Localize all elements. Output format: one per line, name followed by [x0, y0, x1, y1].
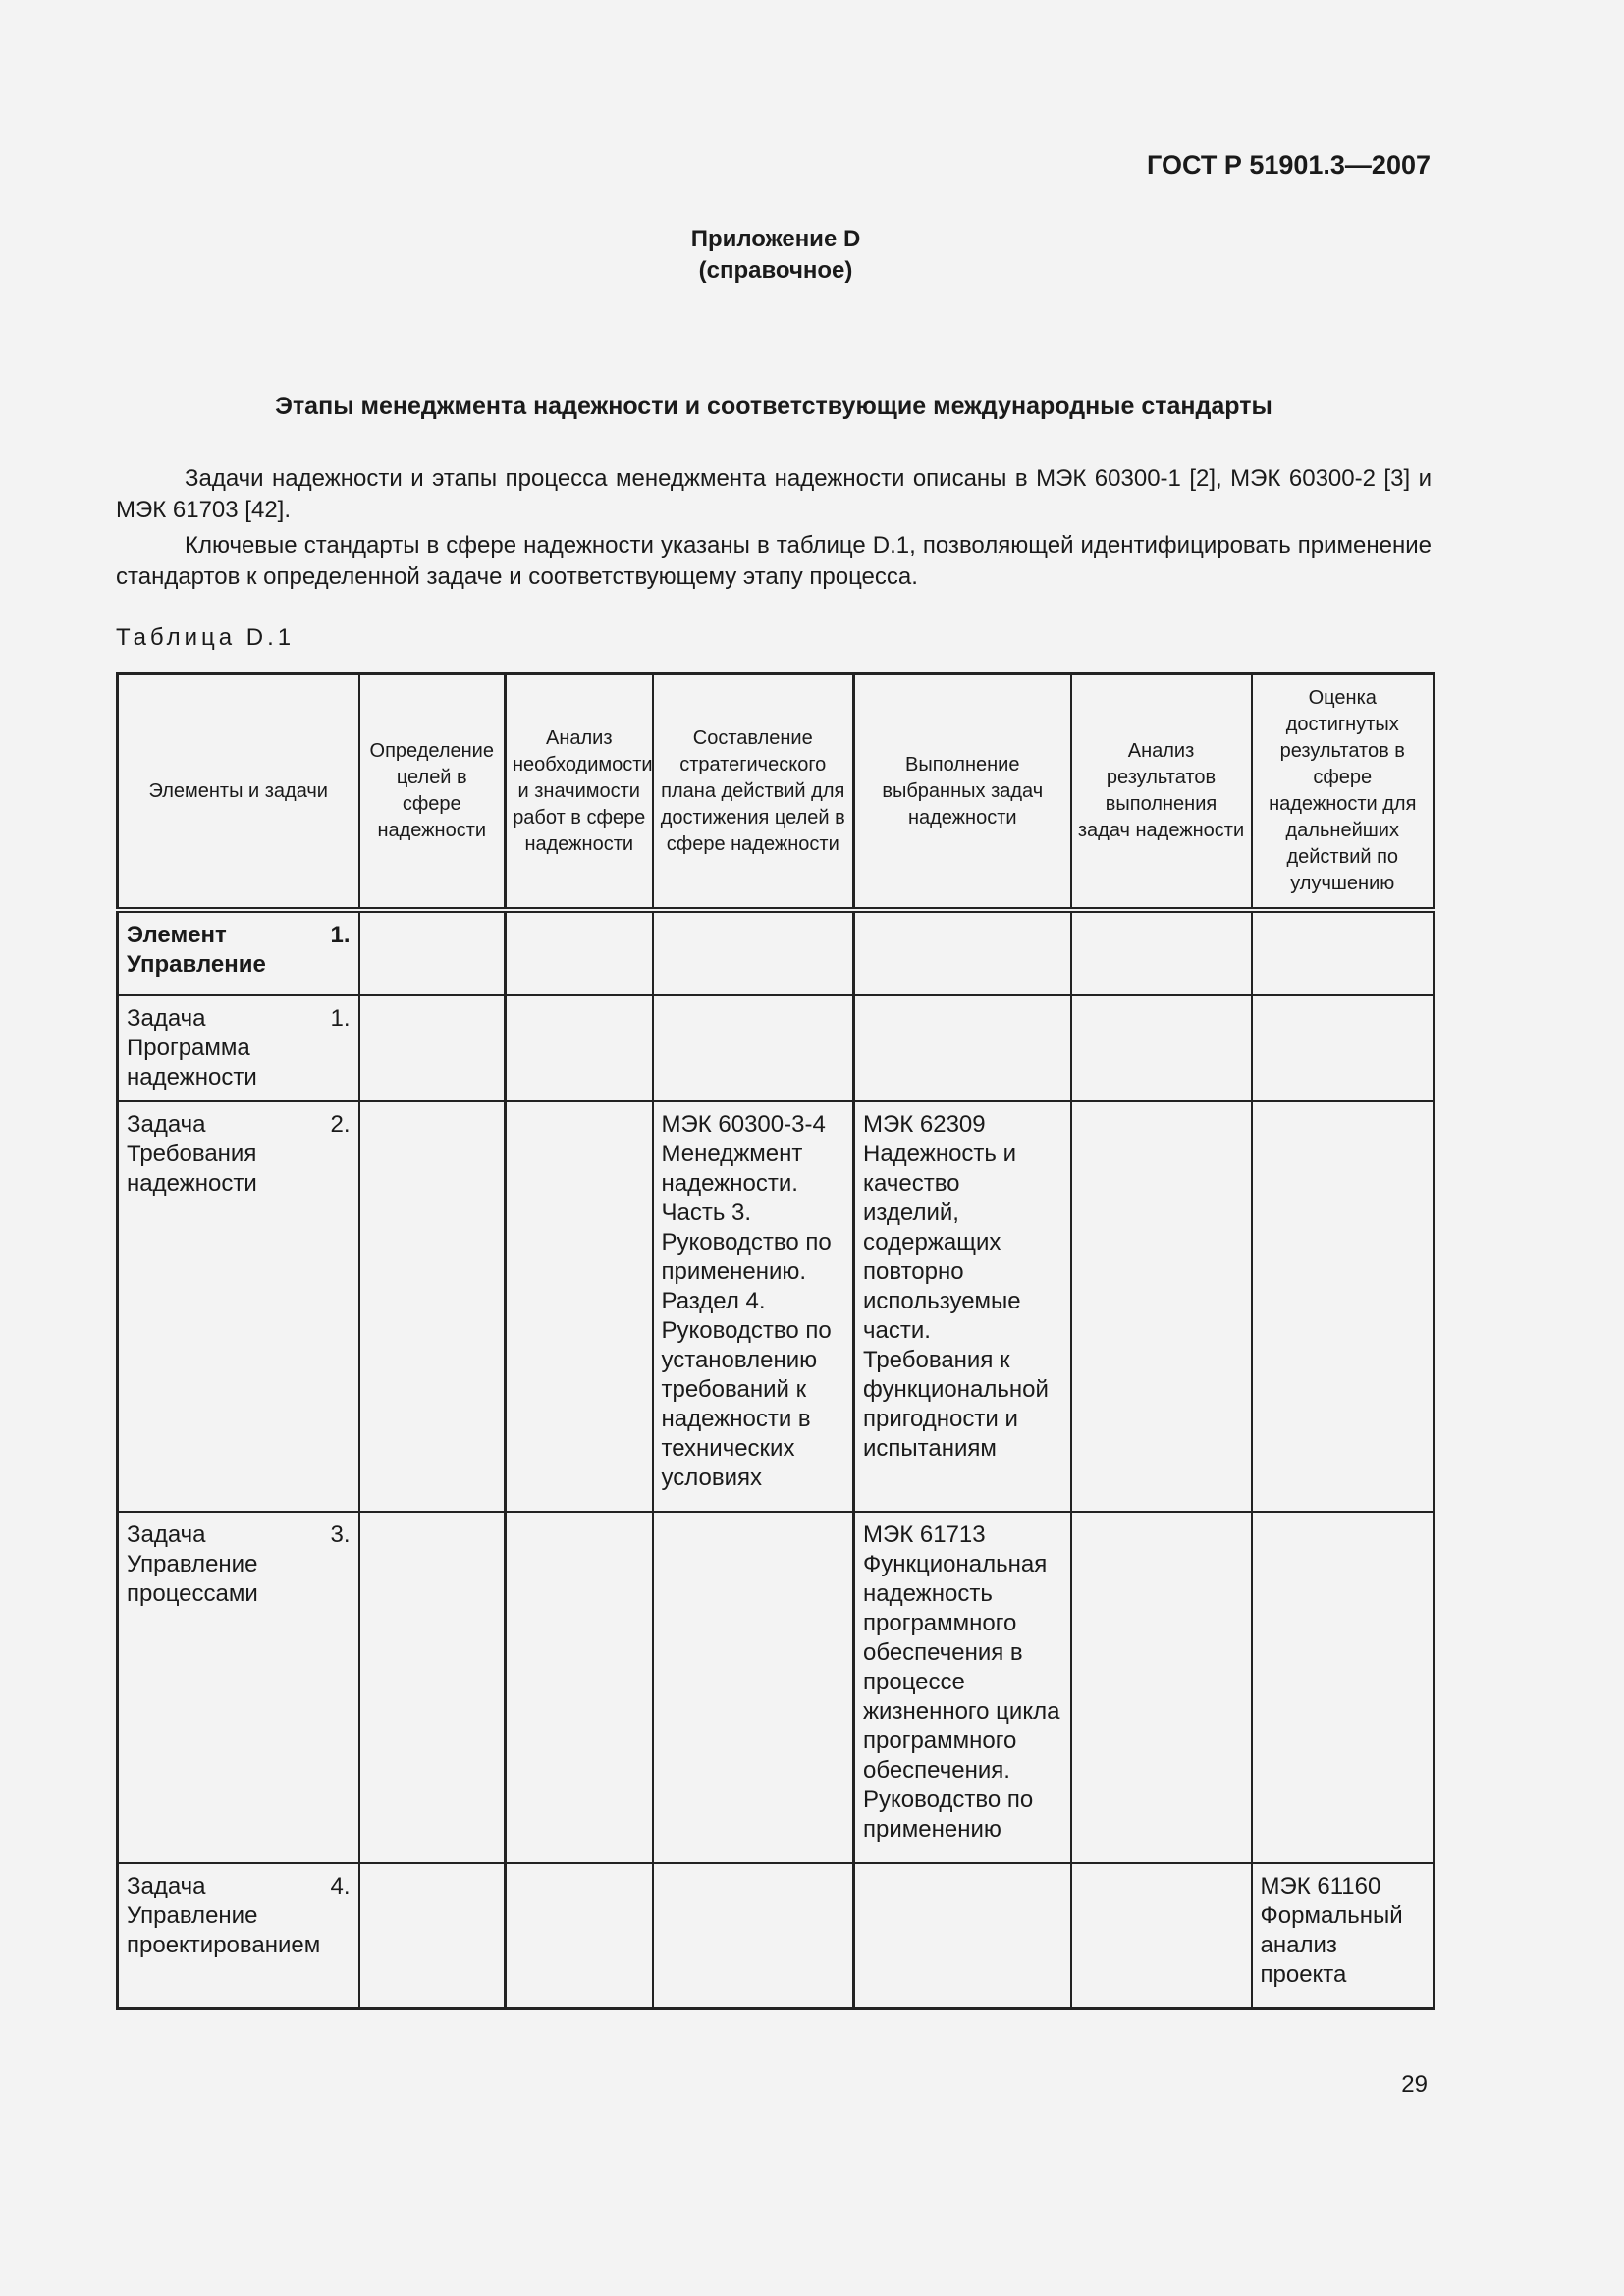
row-label: Задача 3. Управление процессами: [118, 1512, 359, 1863]
table-cell: [506, 1512, 653, 1863]
table-cell: [854, 1863, 1071, 2008]
table-cell: [1252, 1101, 1435, 1512]
table-cell: [653, 910, 854, 995]
header-results-analysis: Анализ результатов выполнения задач надежности: [1071, 674, 1252, 911]
table-cell: [359, 1101, 506, 1512]
table-cell: [359, 910, 506, 995]
table-cell: [359, 1512, 506, 1863]
table-cell: [1071, 1512, 1252, 1863]
row-label: Элемент 1. Управление: [118, 910, 359, 995]
row-label: Задача 2. Требования надежности: [118, 1101, 359, 1512]
table-row: [118, 1512, 1435, 1863]
table-cell: МЭК 61713 Функциональная надежность программного обеспечения в процессе жизненного цикла программного обеспечения. Руководство по применению: [854, 1512, 1071, 1863]
intro-text: [116, 463, 1432, 597]
table-cell: МЭК 61160 Формальный анализ проекта: [1252, 1863, 1435, 2008]
intro-paragraph-2: Ключевые стандарты в сфере надежности указаны в таблице D.1, позволяющей идентифицировать применение стандартов к определенной задаче и соответствующему этапу процесса.: [116, 532, 1432, 590]
intro-paragraph-1: Задачи надежности и этапы процесса менеджмента надежности описаны в МЭК 60300-1 [2], МЭК 60300-2 [3] и МЭК 61703 [42].: [116, 465, 1432, 523]
table-cell: [1071, 1863, 1252, 2008]
table-cell: [359, 1863, 506, 2008]
table-cell: [653, 995, 854, 1101]
table-header-row: [118, 674, 1435, 911]
header-goal-definition: Определение целей в сфере надежности: [359, 674, 506, 911]
row-label: Задача 4. Управление проектированием: [118, 1863, 359, 2008]
table-cell: [506, 995, 653, 1101]
table-cell: [1252, 1512, 1435, 1863]
table-cell: [506, 910, 653, 995]
table-cell: [854, 995, 1071, 1101]
table-cell: [1071, 910, 1252, 995]
header-necessity-analysis: Анализ необходимости и значимости работ в сфере надежности: [506, 674, 653, 911]
table-row: [118, 910, 1435, 995]
table-cell: [506, 1101, 653, 1512]
table-cell: [1252, 910, 1435, 995]
row-label: Задача 1. Программа надежности: [118, 995, 359, 1101]
appendix-title: Приложение D: [690, 226, 861, 252]
appendix-heading: [0, 224, 1551, 287]
header-elements-tasks: Элементы и задачи: [118, 674, 359, 911]
table-cell: МЭК 60300-3-4 Менеджмент надежности. Часть 3. Руководство по применению. Раздел 4. Руководство по установлению требований к надежности в технических условиях: [653, 1101, 854, 1512]
table-cell: [506, 1863, 653, 2008]
table-row: [118, 1863, 1435, 2008]
table-cell: [359, 995, 506, 1101]
standard-code: ГОСТ Р 51901.3—2007: [1147, 150, 1431, 180]
table-cell: МЭК 62309 Надежность и качество изделий, содержащих повторно используемые части. Требования к функциональной пригодности и испытаниям: [854, 1101, 1071, 1512]
table-row: [118, 995, 1435, 1101]
appendix-subtitle: (справочное): [698, 257, 853, 284]
header-task-execution: Выполнение выбранных задач надежности: [854, 674, 1071, 911]
header-results-evaluation: Оценка достигнутых результатов в сфере надежности для дальнейших действий по улучшению: [1252, 674, 1435, 911]
table-cell: [653, 1863, 854, 2008]
table-cell: [1252, 995, 1435, 1101]
table-cell: [653, 1512, 854, 1863]
table-cell: [1071, 1101, 1252, 1512]
section-title: Этапы менеджмента надежности и соответствующие международные стандарты: [275, 393, 1272, 420]
standards-table: [116, 672, 1435, 2010]
table-row: [118, 1101, 1435, 1512]
page-number: 29: [1401, 2071, 1428, 2098]
table-cell: [1071, 995, 1252, 1101]
table-cell: [854, 910, 1071, 995]
header-strategic-plan: Составление стратегического плана действий для достижения целей в сфере надежности: [653, 674, 854, 911]
table-caption: Таблица D.1: [116, 624, 296, 651]
